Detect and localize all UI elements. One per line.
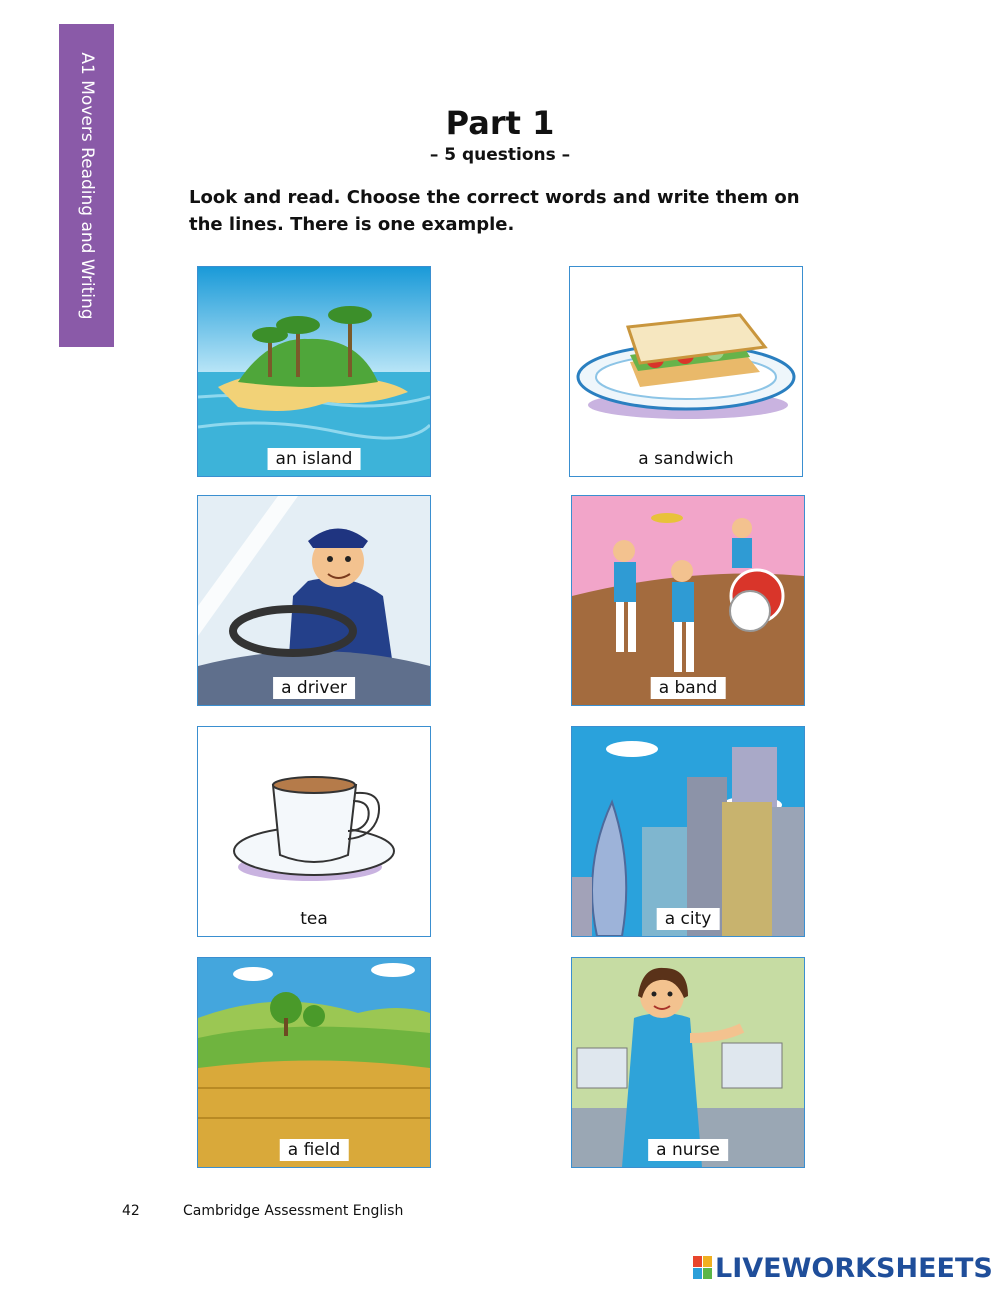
page-number: 42 [122,1203,140,1219]
side-tab-label: A1 Movers Reading and Writing [76,51,97,320]
card-label: a band [651,677,726,699]
card-label: a nurse [648,1139,728,1161]
sandwich-picture [570,267,802,476]
publisher-name: Cambridge Assessment English [183,1203,404,1219]
card-nurse [571,957,805,1168]
card-label: a sandwich [630,448,741,470]
island-picture [198,267,430,476]
card-driver [197,495,431,706]
brand-icon [693,1256,713,1280]
card-label: a driver [273,677,355,699]
side-tab [59,24,114,347]
card-city [571,726,805,937]
nurse-picture [572,958,804,1167]
card-sandwich [569,266,803,477]
page-subtitle: – 5 questions – [429,145,571,165]
brand-name: LIVEWORKSHEETS [715,1252,993,1284]
card-tea [197,726,431,937]
band-picture [572,496,804,705]
card-band [571,495,805,706]
card-island [197,266,431,477]
brand-logo [693,1253,993,1283]
tea-picture [198,727,430,936]
card-label: tea [292,908,336,930]
card-field [197,957,431,1168]
page-title: Part 1 [445,104,555,142]
instructions: Look and read. Choose the correct words and write them on the lines. There is one example. [189,187,800,235]
card-label: a city [657,908,720,930]
card-label: an island [268,448,361,470]
card-label: a field [280,1139,349,1161]
field-picture [198,958,430,1167]
driver-picture [198,496,430,705]
city-picture [572,727,804,936]
